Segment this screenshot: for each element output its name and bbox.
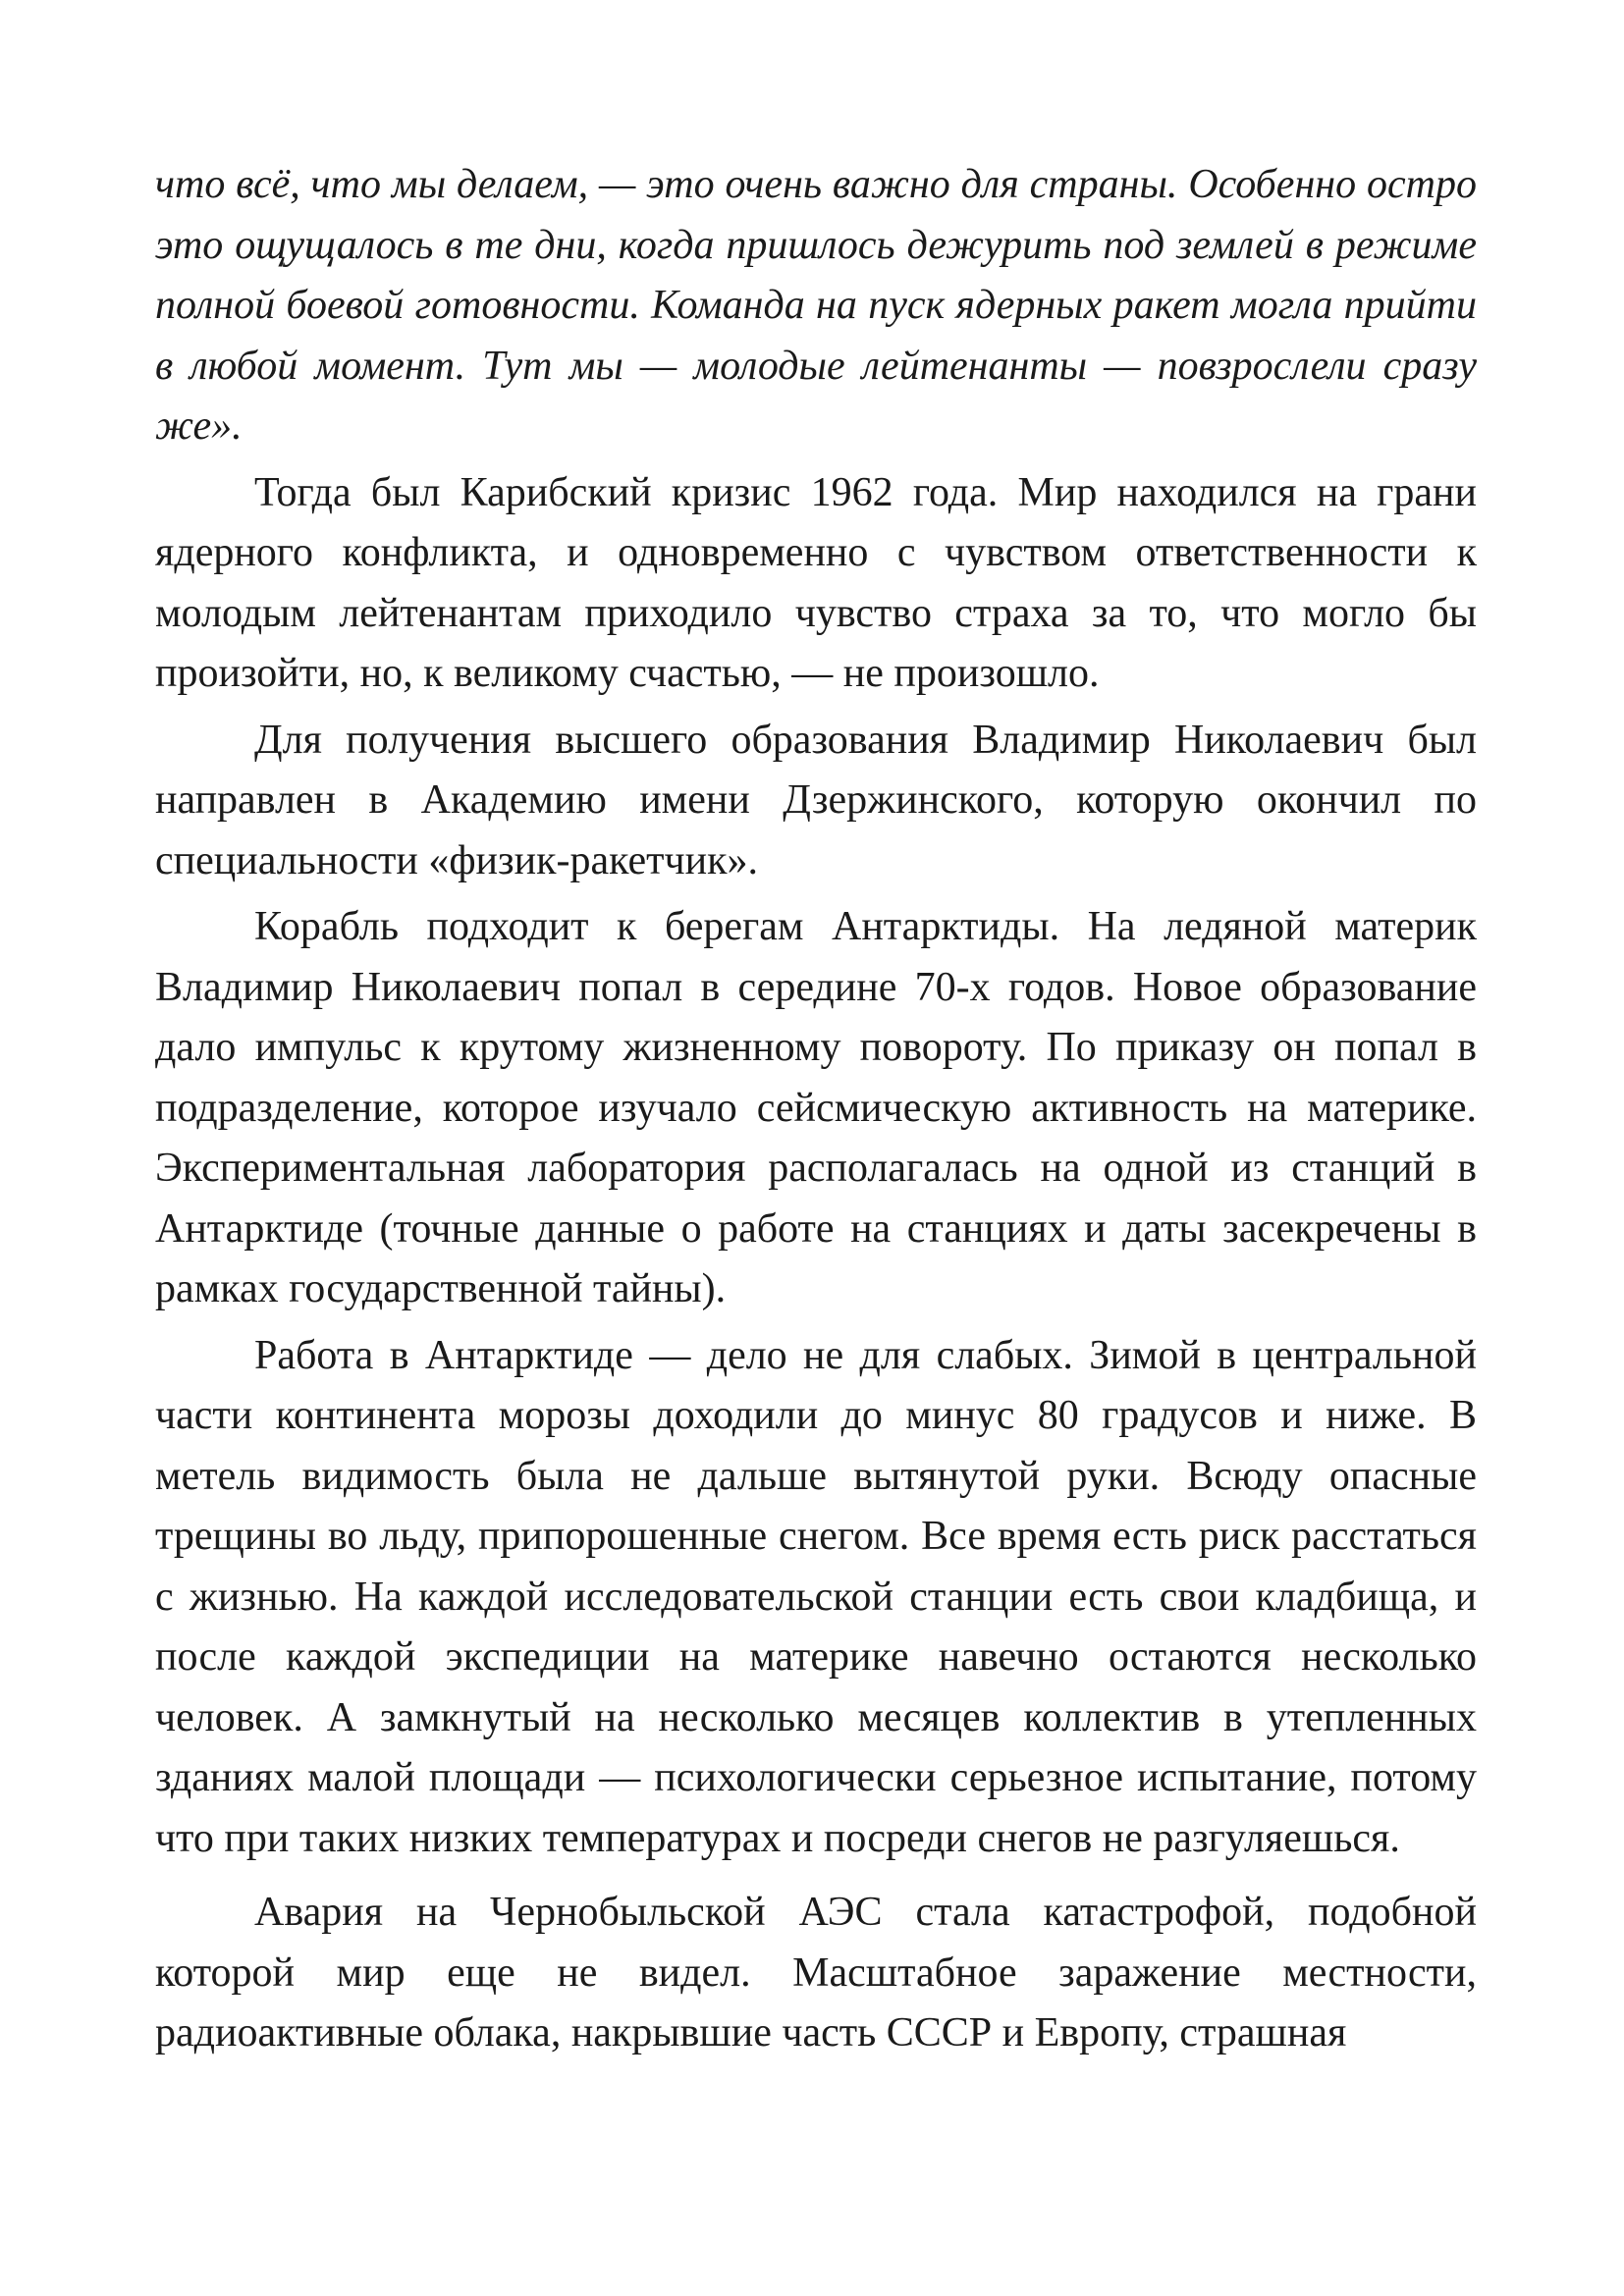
document-body — [155, 155, 1477, 2064]
paragraph-chernobyl: Авария на Чернобыльской АЭС стала катастрофой, подобной которой мир еще не видел. Масштабное заражение местности, радиоактивные облака, накрывшие часть СССР и Европу, страшная — [155, 1890, 1477, 2056]
paragraph-caribbean-crisis: Тогда был Карибский кризис 1962 года. Мир находился на грани ядерного конфликта, и одновременно с чувством ответственности к молодым лейтенантам приходило чувство страха за то, что могло бы произойти, но, к великому счастью, — не произошло. — [155, 469, 1477, 696]
paragraph-antarctic-work: Работа в Антарктиде — дело не для слабых. Зимой в центральной части континента морозы доходили до минус 80 градусов и ниже. В метель видимость была не дальше вытянутой руки. Всюду опасные трещины во льду, припорошенные снегом. Все время есть риск расстаться с жизнью. На каждой исследовательской станции есть свои кладбища, и после каждой экспедиции на материке навечно остаются несколько человек. А замкнутый на несколько месяцев коллектив в утепленных зданиях малой площади — психологически серьезное испытание, потому что при таких низких температурах и посреди снегов не разгуляешься. — [155, 1332, 1477, 1861]
quote-paragraph: что всё, что мы делаем, — это очень важно для страны. Особенно остро это ощущалось в те дни, когда пришлось дежурить под землей в режиме полной боевой готовности. Команда на пуск ядерных ракет могла прийти в любой момент. Тут мы — молодые лейтенанты — повзрослели сразу же». — [155, 162, 1477, 449]
paragraph-antarctica: Корабль подходит к берегам Антарктиды. На ледяной материк Владимир Николаевич попал в середине 70-х годов. Новое образование дало импульс к крутому жизненному повороту. По приказу он попал в подразделение, которое изучало сейсмическую активность на материке. Экспериментальная лаборатория располагалась на одной из станций в Антарктиде (точные данные о работе на станциях и даты засекречены в рамках государственной тайны). — [155, 904, 1477, 1311]
paragraph-education: Для получения высшего образования Владимир Николаевич был направлен в Академию имени Дзержинского, которую окончил по специальности «физик-ракетчик». — [155, 717, 1477, 883]
